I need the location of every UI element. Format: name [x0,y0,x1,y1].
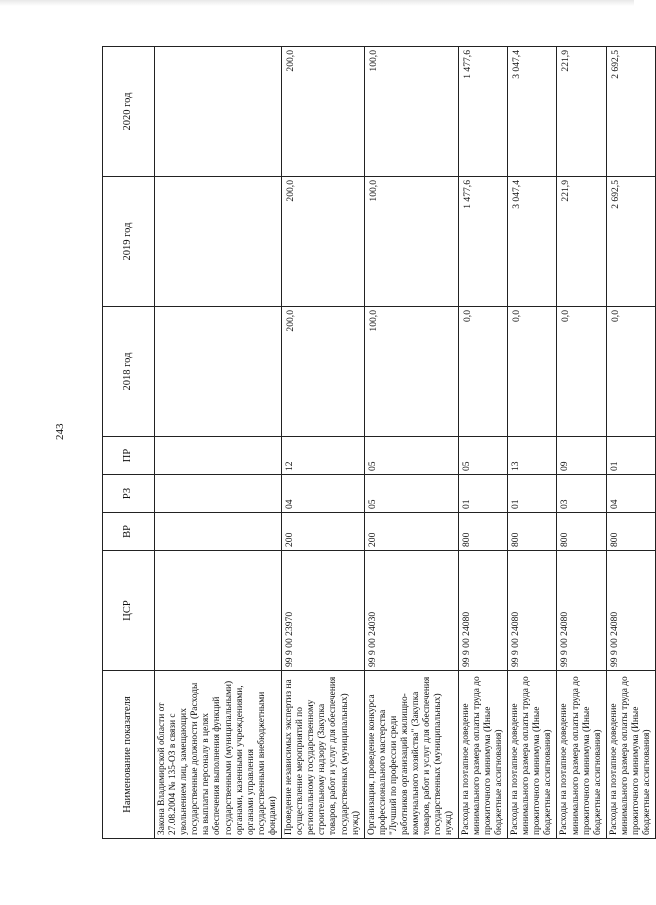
cell-rz: 04 [606,475,655,513]
cell-pr: 09 [557,437,606,475]
cell-pr: 13 [508,437,557,475]
cell-name: Проведение независимых экспертиз на осуществление мероприятий по региональному государственному строительному надзору (Закупка товаров, работ и услуг для обеспечения государственных (муниципальных) нужд) [282,671,365,839]
cell-2019: 2 692,5 [606,177,655,307]
table-row [155,47,282,839]
cell-name: Закона Владимирской области от 27.08.2004 № 135-ОЗ в связи с увольнением лиц, замещающих государственные должности (Расходы на выплаты персоналу в целях обеспечения выполнения функций государственными (муниципальными) органами, казенными учреждениями, органами управления государственными внебюджетными фондами) [155,671,282,839]
table-row [364,47,458,839]
cell-2018: 0,0 [458,307,507,437]
cell-csr: 99 9 00 24080 [508,551,557,671]
cell-rz: 04 [282,475,365,513]
cell-pr: 05 [364,437,458,475]
cell-vr [155,513,282,551]
cell-pr: 01 [606,437,655,475]
budget-table [102,46,656,839]
cell-vr: 800 [606,513,655,551]
cell-csr: 99 9 00 24080 [557,551,606,671]
cell-2019: 200,0 [282,177,365,307]
cell-2020: 221,9 [557,47,606,177]
cell-2018: 0,0 [508,307,557,437]
cell-pr [155,437,282,475]
cell-2019: 221,9 [557,177,606,307]
cell-vr: 800 [557,513,606,551]
cell-csr: 99 9 00 24030 [364,551,458,671]
cell-2018: 0,0 [557,307,606,437]
header-2019: 2019 год [103,177,155,307]
cell-vr: 200 [282,513,365,551]
cell-csr: 99 9 00 23970 [282,551,365,671]
table-row [606,47,655,839]
table-row [282,47,365,839]
cell-2020: 200,0 [282,47,365,177]
cell-pr: 05 [458,437,507,475]
header-2020: 2020 год [103,47,155,177]
table-row [508,47,557,839]
cell-2019 [155,177,282,307]
cell-name: Расходы на поэтапное доведение минимального размера оплаты труда до прожиточного минимума (Иные бюджетные ассигнования) [508,671,557,839]
header-pr: ПР [103,437,155,475]
header-row [103,47,155,839]
table-row [557,47,606,839]
cell-2018: 100,0 [364,307,458,437]
cell-2019: 1 477,6 [458,177,507,307]
header-vr: ВР [103,513,155,551]
budget-table-rotated [102,47,653,839]
header-name: Наименование показателя [103,671,155,839]
cell-name: Расходы на поэтапное доведение минимального размера оплаты труда до прожиточного минимума (Иные бюджетные ассигнования) [557,671,606,839]
cell-2018: 0,0 [606,307,655,437]
header-csr: ЦСР [103,551,155,671]
cell-rz: 01 [458,475,507,513]
cell-csr: 99 9 00 24080 [458,551,507,671]
cell-vr: 800 [508,513,557,551]
header-rz: РЗ [103,475,155,513]
cell-2020: 1 477,6 [458,47,507,177]
cell-rz: 01 [508,475,557,513]
cell-2018 [155,307,282,437]
cell-vr: 800 [458,513,507,551]
cell-2020: 100,0 [364,47,458,177]
cell-rz: 05 [364,475,458,513]
cell-2020: 2 692,5 [606,47,655,177]
cell-name: Организация, проведение конкурса профессионального мастерства "Лучший по профессии среди работников организаций жилищно-коммунального хозяйства" (Закупка товаров, работ и услуг для обеспечения государственных (муниципальных) нужд) [364,671,458,839]
cell-vr: 200 [364,513,458,551]
cell-rz [155,475,282,513]
cell-2020: 3 047,4 [508,47,557,177]
cell-csr [155,551,282,671]
cell-name: Расходы на поэтапное доведение минимального размера оплаты труда до прожиточного минимума (Иные бюджетные ассигнования) [606,671,655,839]
cell-2019: 3 047,4 [508,177,557,307]
cell-csr: 99 9 00 24080 [606,551,655,671]
page-number: 243 [54,423,66,440]
cell-rz: 03 [557,475,606,513]
cell-2018: 200,0 [282,307,365,437]
cell-name: Расходы на поэтапное доведение минимального размера оплаты труда до прожиточного минимума (Иные бюджетные ассигнования) [458,671,507,839]
cell-pr: 12 [282,437,365,475]
scan-edge [0,0,634,6]
header-2018: 2018 год [103,307,155,437]
cell-2020 [155,47,282,177]
cell-2019: 100,0 [364,177,458,307]
table-row [458,47,507,839]
